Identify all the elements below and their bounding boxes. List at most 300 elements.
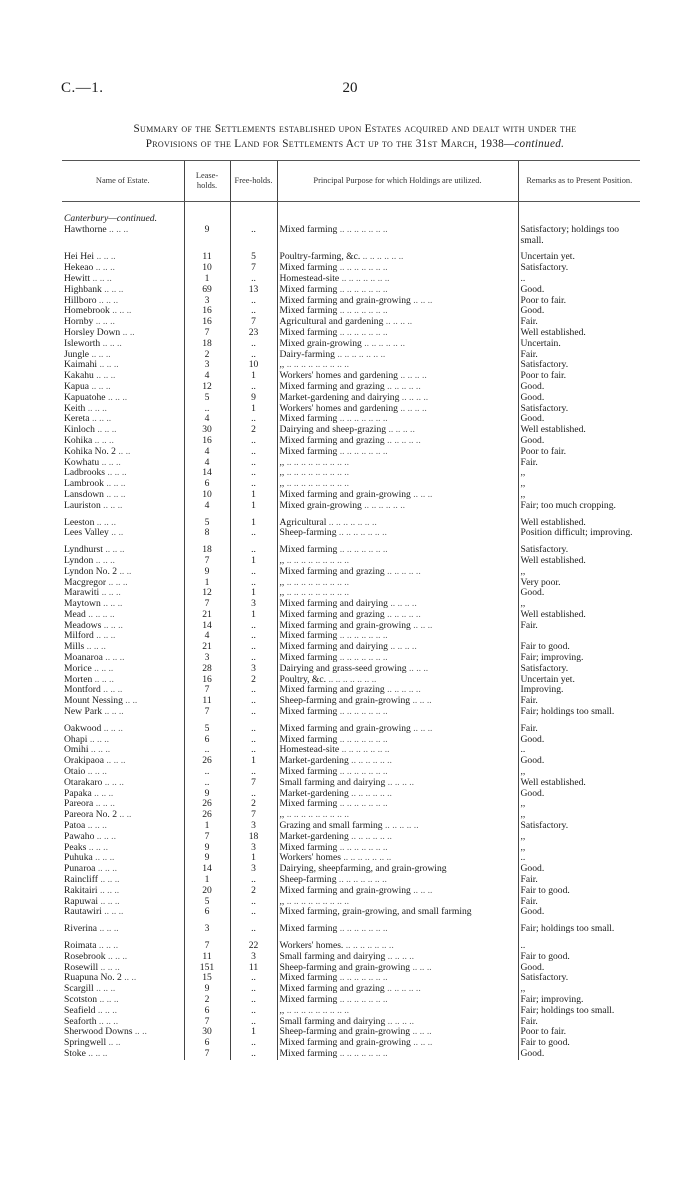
leader-dots: .. .. ..: [93, 262, 115, 274]
freeholds-cell-text: ..: [251, 1015, 256, 1027]
leader-dots: .. .. ..: [101, 283, 124, 295]
leader-dots: .. .. ..: [96, 1015, 119, 1027]
table-row: [62, 512, 640, 529]
leader-dots: .. .. ..: [410, 695, 432, 707]
leader-dots: .. .. ..: [101, 722, 123, 734]
remarks-cell-text: ..: [520, 744, 526, 756]
remarks-cell-text: Poor to fair.: [520, 370, 567, 382]
leaseholds-cell-text: 7: [204, 940, 210, 951]
purpose-cell-text: Mixed farming and dairying: [279, 598, 388, 610]
leaseholds-cell: [184, 707, 230, 718]
freeholds-cell-text: ..: [251, 619, 256, 631]
purpose-cell-text: Mixed farming and grazing: [279, 434, 385, 446]
freeholds-cell-text: 1: [251, 1026, 256, 1038]
leaseholds-cell: [184, 246, 230, 263]
estate-name: [62, 501, 184, 512]
leaseholds-cell-text: ..: [204, 766, 210, 778]
purpose-cell-text: Market-gardening: [279, 787, 349, 799]
estate-name-text: Papaka: [64, 787, 92, 799]
leaseholds-cell-text: 6: [204, 1004, 210, 1016]
section-row: [62, 202, 640, 225]
leader-dots: .. .. .. .. .. .. ..: [337, 445, 388, 457]
estate-name: [62, 539, 184, 556]
leader-dots: .. .. .. .. .. .. ..: [337, 993, 388, 1005]
leader-dots: .. .. ..: [97, 993, 119, 1005]
freeholds-cell-text: ..: [251, 923, 256, 935]
remarks-cell-text: Fair; holdings too small.: [520, 1004, 615, 1016]
leaseholds-cell-text: 1: [204, 272, 210, 284]
remarks-cell-text: Fair.: [520, 619, 538, 631]
purpose-cell-text: Mixed farming: [279, 223, 338, 235]
remarks-cell: [518, 556, 640, 567]
freeholds-cell-text: 3: [251, 863, 256, 875]
estate-name-text: Omihi: [64, 744, 89, 756]
purpose-cell-text: Mixed farming: [279, 630, 338, 642]
leaseholds-cell-text: 5: [204, 722, 210, 734]
remarks-cell: [518, 458, 640, 469]
freeholds-cell-text: ..: [251, 983, 256, 995]
leader-dots: .. .. ..: [100, 499, 123, 511]
freeholds-cell-text: ..: [251, 348, 256, 360]
leaseholds-cell-text: 6: [204, 1037, 210, 1049]
freeholds-cell-text: ..: [251, 478, 256, 490]
leaseholds-cell-text: 6: [204, 906, 210, 918]
purpose-cell-text: Mixed farming and grain-growing: [279, 619, 411, 631]
remarks-cell-text: Satisfactory.: [520, 972, 569, 984]
table-row: [62, 886, 640, 897]
leader-dots: .. .. .. .. .. ..: [360, 251, 404, 263]
estate-name-text: Moanaroa: [64, 652, 103, 664]
estate-name-text: Sherwood Downs: [64, 1026, 133, 1038]
leader-dots: .. .. ..: [85, 766, 107, 778]
leader-dots: .. .. .. .. .. ..: [348, 787, 392, 799]
freeholds-cell-text: 1: [251, 370, 256, 382]
purpose-cell-text: Mixed farming and grain-growing: [279, 884, 411, 896]
leaseholds-cell-text: 6: [204, 733, 210, 745]
freeholds-cell-text: ..: [251, 895, 256, 907]
leader-dots: .. .. .. .. .. .. ..: [337, 413, 388, 425]
leaseholds-cell-text: 3: [204, 359, 210, 371]
remarks-cell: [518, 501, 640, 512]
leader-dots: .. .. .. ..: [397, 370, 427, 382]
estate-name-text: Peaks: [64, 841, 87, 853]
remarks-cell-text: Poor to fair.: [520, 294, 567, 306]
header-row: [62, 161, 640, 202]
estate-name-text: Rosewill: [64, 961, 99, 973]
leader-dots: .. .. ..: [99, 587, 121, 599]
estate-name-text: Lyndon: [64, 554, 94, 566]
table-title: [55, 122, 655, 152]
leader-dots: .. .. .. .. .. .. ..: [337, 841, 388, 853]
remarks-cell-text: ..: [520, 272, 526, 284]
freeholds-cell-text: ..: [251, 706, 256, 718]
purpose-cell-text: ,,: [279, 359, 285, 371]
remarks-cell-text: ,,: [520, 488, 526, 500]
remarks-cell: [518, 246, 640, 263]
freeholds-cell: [230, 1049, 277, 1060]
freeholds-cell-text: 3: [251, 950, 256, 962]
leaseholds-cell-text: 9: [204, 983, 210, 995]
freeholds-cell: [230, 718, 277, 735]
leader-dots: .. .. ..: [97, 874, 120, 886]
leader-dots: .. .. .. .. .. .. .. .. ..: [284, 1004, 350, 1016]
estate-name-text: Pareora: [64, 798, 94, 810]
estate-name-text: Maytown: [64, 598, 101, 610]
leaseholds-cell-text: 12: [202, 587, 212, 599]
remarks-cell-text: Well established.: [520, 554, 586, 566]
leader-dots: .. .. ..: [89, 413, 112, 425]
leader-dots: .. .. .. .. .. .. ..: [337, 262, 388, 274]
leader-dots: .. .. ..: [94, 424, 117, 436]
purpose-cell-text: ,,: [279, 587, 285, 599]
estate-name-text: Seaforth: [64, 1015, 97, 1027]
leaseholds-cell-text: 15: [202, 972, 212, 984]
remarks-cell: [518, 973, 640, 984]
title-line-2-text: Provisions of the Land for Settlements Act up to the 31st March, 1938: [145, 138, 505, 150]
leader-dots: .. .. .. .. ..: [384, 565, 421, 577]
leader-dots: .. .. .. .. .. ..: [348, 755, 392, 767]
leader-dots: .. .. .. .. .. .. ..: [337, 544, 388, 556]
leader-dots: .. .. .. ..: [385, 1015, 415, 1027]
freeholds-cell: [230, 225, 277, 247]
purpose-cell-text: Dairying and grass-seed growing: [279, 662, 407, 674]
remarks-cell-text: Very poor.: [520, 576, 561, 588]
estate-name-text: Homebrook: [64, 305, 110, 317]
estate-name-text: New Park: [64, 706, 103, 718]
leader-dots: .. .. ..: [109, 305, 132, 317]
freeholds-cell: [230, 907, 277, 918]
leader-dots: .. .. ..: [85, 820, 107, 832]
remarks-cell: [518, 918, 640, 935]
leaseholds-cell-text: 10: [202, 488, 212, 500]
remarks-cell-text: Well established.: [520, 424, 586, 436]
purpose-cell-text: Mixed farming and grazing: [279, 380, 385, 392]
estate-name-text: Keith: [64, 402, 86, 414]
estate-name-text: Kereta: [64, 413, 90, 425]
freeholds-cell-text: 11: [248, 961, 259, 973]
estate-name-text: Hillboro: [64, 294, 97, 306]
purpose-cell-text: Mixed farming, grain-growing, and small farming: [279, 906, 472, 918]
freeholds-cell-text: 7: [251, 809, 256, 821]
remarks-cell-text: Good.: [520, 380, 545, 392]
leaseholds-cell-text: 26: [202, 798, 212, 810]
remarks-cell: [518, 539, 640, 556]
remarks-cell-text: ,,: [520, 841, 526, 853]
estate-name-text: Kaimahi: [64, 359, 98, 371]
freeholds-cell-text: 1: [251, 755, 256, 767]
leader-dots: .. .. ..: [93, 983, 116, 995]
leader-dots: .. .. .. .. .. .. ..: [343, 940, 394, 951]
remarks-cell-text: Good.: [520, 413, 545, 425]
leader-dots: .. .. ..: [103, 478, 126, 490]
remarks-cell-text: Fair; holdings too small.: [520, 706, 615, 718]
freeholds-cell-text: 5: [251, 251, 256, 263]
freeholds-cell-text: 1: [251, 587, 256, 599]
leaseholds-cell-text: 12: [202, 380, 212, 392]
purpose-cell-text: Mixed farming: [279, 923, 338, 935]
leaseholds-cell-text: 7: [204, 830, 210, 842]
purpose-cell-text: Poultry, &c.: [279, 673, 327, 685]
purpose-cell: [277, 935, 518, 952]
freeholds-cell-text: ..: [251, 456, 256, 468]
leaseholds-cell-text: 9: [204, 841, 210, 853]
leader-dots: .. .. ..: [92, 852, 115, 864]
remarks-cell: [518, 735, 640, 746]
remarks-cell-text: Uncertain yet.: [520, 251, 575, 263]
leader-dots: .. .. ..: [98, 895, 120, 907]
leader-dots: .. .. .. .. .. ..: [361, 499, 406, 511]
freeholds-cell-text: ..: [251, 445, 256, 457]
leaseholds-cell-text: 151: [199, 961, 215, 973]
leader-dots: .. .. .. ..: [386, 424, 415, 436]
leaseholds-cell: [184, 1049, 230, 1060]
page-number: 20: [342, 80, 358, 96]
table-row: [62, 539, 640, 556]
purpose-cell-text: Workers' homes.: [279, 940, 344, 951]
leader-dots: .. .. .. .. .. .. ..: [337, 923, 388, 935]
remarks-cell: [518, 832, 640, 843]
purpose-cell: [277, 501, 518, 512]
purpose-cell-text: Mixed farming: [279, 326, 338, 338]
leaseholds-cell-text: 5: [204, 391, 210, 403]
leader-dots: .. .. .. .. .. ..: [361, 337, 406, 349]
purpose-cell-text: ,,: [279, 1004, 285, 1016]
leader-dots: .. .. ..: [410, 1037, 433, 1049]
freeholds-cell-text: ..: [251, 294, 256, 306]
leader-dots: .. ..: [117, 565, 132, 577]
freeholds-cell-text: ..: [251, 272, 256, 284]
estate-name-text: Punaroa: [64, 863, 96, 875]
leader-dots: .. .. ..: [102, 544, 125, 556]
leaseholds-cell: [184, 539, 230, 556]
document-reference: C.—1.: [61, 80, 104, 96]
leader-dots: .. .. .. .. ..: [384, 434, 421, 446]
leader-dots: .. .. ..: [102, 776, 124, 788]
purpose-cell-text: Mixed farming: [279, 544, 338, 556]
leader-dots: .. .. .. .. .. .. .. .. ..: [284, 554, 350, 566]
remarks-cell-text: Fair.: [520, 456, 538, 468]
remarks-cell-text: Poor to fair.: [520, 1026, 567, 1038]
leader-dots: .. .. ..: [97, 884, 120, 896]
leader-dots: .. .. ..: [410, 1026, 432, 1038]
estate-name-text: Otaio: [64, 766, 86, 778]
leader-dots: .. .. ..: [89, 348, 111, 360]
freeholds-cell-text: ..: [251, 576, 256, 588]
freeholds-cell: [230, 512, 277, 529]
freeholds-cell-text: 1: [251, 516, 256, 528]
remarks-cell-text: ,,: [520, 467, 526, 479]
freeholds-cell: [230, 918, 277, 935]
leader-dots: .. .. ..: [410, 619, 433, 631]
table-row: [62, 935, 640, 952]
leader-dots: .. .. ..: [96, 940, 119, 951]
leader-dots: .. .. ..: [96, 294, 119, 306]
estate-name-text: Pareora No. 2: [64, 809, 118, 821]
estate-name-text: Mount Nessing: [64, 695, 123, 707]
purpose-cell-text: Mixed farming: [279, 413, 338, 425]
leader-dots: .. .. .. .. .. .. ..: [336, 527, 387, 539]
leader-dots: .. ..: [122, 695, 138, 707]
table-row: [62, 578, 640, 589]
remarks-cell-text: Satisfactory.: [520, 820, 569, 832]
freeholds-cell-text: ..: [251, 305, 256, 317]
leaseholds-cell-text: 21: [202, 608, 212, 620]
freeholds-cell-text: 2: [251, 673, 256, 685]
leaseholds-cell-text: 7: [204, 684, 210, 696]
table-row: [62, 718, 640, 735]
purpose-cell-text: Mixed farming: [279, 305, 338, 317]
leaseholds-cell-text: 7: [204, 326, 210, 338]
leader-dots: .. .. .. ..: [385, 950, 415, 962]
freeholds-cell-text: ..: [251, 1047, 256, 1059]
leaseholds-cell-text: 69: [202, 283, 212, 295]
leader-dots: .. .. ..: [102, 652, 125, 664]
leader-dots: .. .. .. .. .. .. ..: [339, 272, 390, 284]
remarks-cell-text: Good.: [520, 733, 545, 745]
estate-name-text: Patoa: [64, 820, 86, 832]
estate-name-text: Oakwood: [64, 722, 102, 734]
leaseholds-cell-text: 3: [204, 294, 210, 306]
estate-name-text: Hawthorne: [64, 223, 107, 235]
table-row: [62, 799, 640, 810]
leaseholds-cell-text: 3: [204, 923, 210, 935]
leader-dots: .. .. ..: [410, 961, 432, 973]
purpose-cell-text: Sheep-farming and grain-growing: [279, 961, 411, 973]
leaseholds-cell-text: 9: [204, 852, 210, 864]
freeholds-cell: [230, 528, 277, 539]
estate-name-text: Lambrook: [64, 478, 104, 490]
purpose-cell: [277, 246, 518, 263]
freeholds-cell-text: ..: [251, 652, 256, 664]
freeholds-cell-text: ..: [251, 380, 256, 392]
freeholds-cell-text: ..: [251, 641, 256, 653]
leader-dots: .. .. ..: [93, 370, 116, 382]
purpose-cell: [277, 512, 518, 529]
leaseholds-cell: [184, 718, 230, 735]
leader-dots: .. .. .. ..: [387, 641, 417, 653]
remarks-cell: [518, 789, 640, 800]
freeholds-cell-text: ..: [251, 565, 256, 577]
remarks-cell: [518, 707, 640, 718]
estate-name-text: Springwell: [64, 1037, 107, 1049]
leader-dots: .. .. .. .. .. .. .. .. ..: [284, 467, 350, 479]
leader-dots: .. .. .. .. .. .. ..: [339, 744, 390, 756]
estate-name-text: Lyndon No. 2: [64, 565, 118, 577]
estate-name-text: Ohapi: [64, 733, 88, 745]
freeholds-cell-text: 7: [251, 262, 256, 274]
leader-dots: .. .. ..: [102, 706, 124, 718]
leaseholds-cell-text: 30: [202, 424, 212, 436]
title-line-1: Summary of the Settlements established upon Estates acquired and dealt with under the: [133, 123, 577, 135]
remarks-cell-text: Fair; too much cropping.: [520, 499, 616, 511]
remarks-cell-text: ,,: [520, 830, 526, 842]
remarks-cell-text: Position difficult; improving.: [520, 527, 633, 539]
settlements-table: [62, 160, 640, 1060]
leader-dots: .. .. .. .. ..: [384, 380, 421, 392]
estate-name-text: Isleworth: [64, 337, 101, 349]
freeholds-cell-text: ..: [251, 695, 256, 707]
remarks-cell-text: Good.: [520, 283, 545, 295]
remarks-cell: [518, 225, 640, 247]
freeholds-cell-text: 2: [251, 884, 256, 896]
leaseholds-cell-text: 10: [202, 262, 212, 274]
leader-dots: .. .. ..: [97, 923, 119, 935]
purpose-cell-text: Agricultural: [279, 516, 327, 528]
leaseholds-cell-text: 11: [202, 251, 212, 263]
freeholds-cell-text: 1: [251, 499, 256, 511]
estate-name: [62, 707, 184, 718]
estate-name-text: Rosebrook: [64, 950, 106, 962]
leaseholds-cell-text: 14: [202, 467, 212, 479]
remarks-cell-text: ..: [520, 940, 526, 951]
leaseholds-cell-text: ..: [204, 776, 210, 788]
leader-dots: .. .. ..: [90, 272, 112, 284]
estate-name-text: Lansdown: [64, 488, 104, 500]
leader-dots: .. .. .. .. ..: [382, 820, 419, 832]
leader-dots: .. .. ..: [410, 488, 433, 500]
leaseholds-cell: [184, 935, 230, 952]
estate-name: [62, 512, 184, 529]
remarks-cell-text: Well established.: [520, 516, 586, 528]
purpose-cell-text: Mixed farming and grazing: [279, 684, 385, 696]
purpose-cell-text: Sheep-farming: [279, 874, 337, 886]
table-row: [62, 528, 640, 539]
freeholds-cell-text: ..: [251, 993, 256, 1005]
leader-dots: .. .. ..: [100, 598, 123, 610]
col-header-freeholds: Free-holds.: [230, 161, 277, 202]
freeholds-cell-text: ..: [251, 527, 256, 539]
purpose-cell-text: ,,: [279, 576, 285, 588]
leader-dots: .. .. ..: [97, 359, 119, 371]
leader-dots: .. .. ..: [86, 841, 108, 853]
leader-dots: .. .. .. .. .. .. .. .. ..: [284, 478, 350, 490]
remarks-cell: [518, 756, 640, 767]
purpose-cell-text: Dairying and sheep-grazing: [279, 424, 387, 436]
estate-name: [62, 1049, 184, 1060]
leader-dots: .. .. ..: [100, 684, 123, 696]
leader-dots: .. .. .. .. .. .. ..: [326, 673, 377, 685]
leader-dots: .. .. ..: [93, 798, 115, 810]
remarks-cell-text: Fair.: [520, 722, 538, 734]
freeholds-cell-text: ..: [251, 874, 256, 886]
col-header-purpose: Principal Purpose for which Holdings are utilized.: [277, 161, 518, 202]
leader-dots: .. ..: [108, 527, 124, 539]
leaseholds-cell-text: 30: [202, 1026, 212, 1038]
remarks-cell-text: ,,: [520, 798, 526, 810]
estate-name-text: Mills: [64, 641, 85, 653]
leader-dots: .. .. ..: [99, 456, 121, 468]
table-row: [62, 458, 640, 469]
purpose-cell: [277, 907, 518, 918]
estate-name: [62, 225, 184, 247]
leader-dots: .. .. ..: [94, 830, 116, 842]
purpose-cell-text: Market-gardening: [279, 830, 349, 842]
remarks-cell-text: Satisfactory.: [520, 662, 569, 674]
leaseholds-cell-text: 9: [204, 787, 210, 799]
leaseholds-cell-text: 16: [202, 316, 212, 328]
purpose-cell-text: Market-gardening: [279, 755, 349, 767]
purpose-cell-text: ,,: [279, 456, 285, 468]
leader-dots: .. .. .. .. .. .. .. .. ..: [284, 456, 350, 468]
leader-dots: .. ..: [120, 326, 135, 338]
freeholds-cell-text: ..: [251, 787, 256, 799]
leader-dots: .. .. .. .. .. .. ..: [336, 874, 387, 886]
freeholds-cell-text: 22: [248, 940, 259, 951]
estate-name-text: Hornby: [64, 316, 94, 328]
leaseholds-cell-text: 6: [204, 478, 210, 490]
purpose-cell: [277, 718, 518, 735]
remarks-cell: [518, 718, 640, 735]
